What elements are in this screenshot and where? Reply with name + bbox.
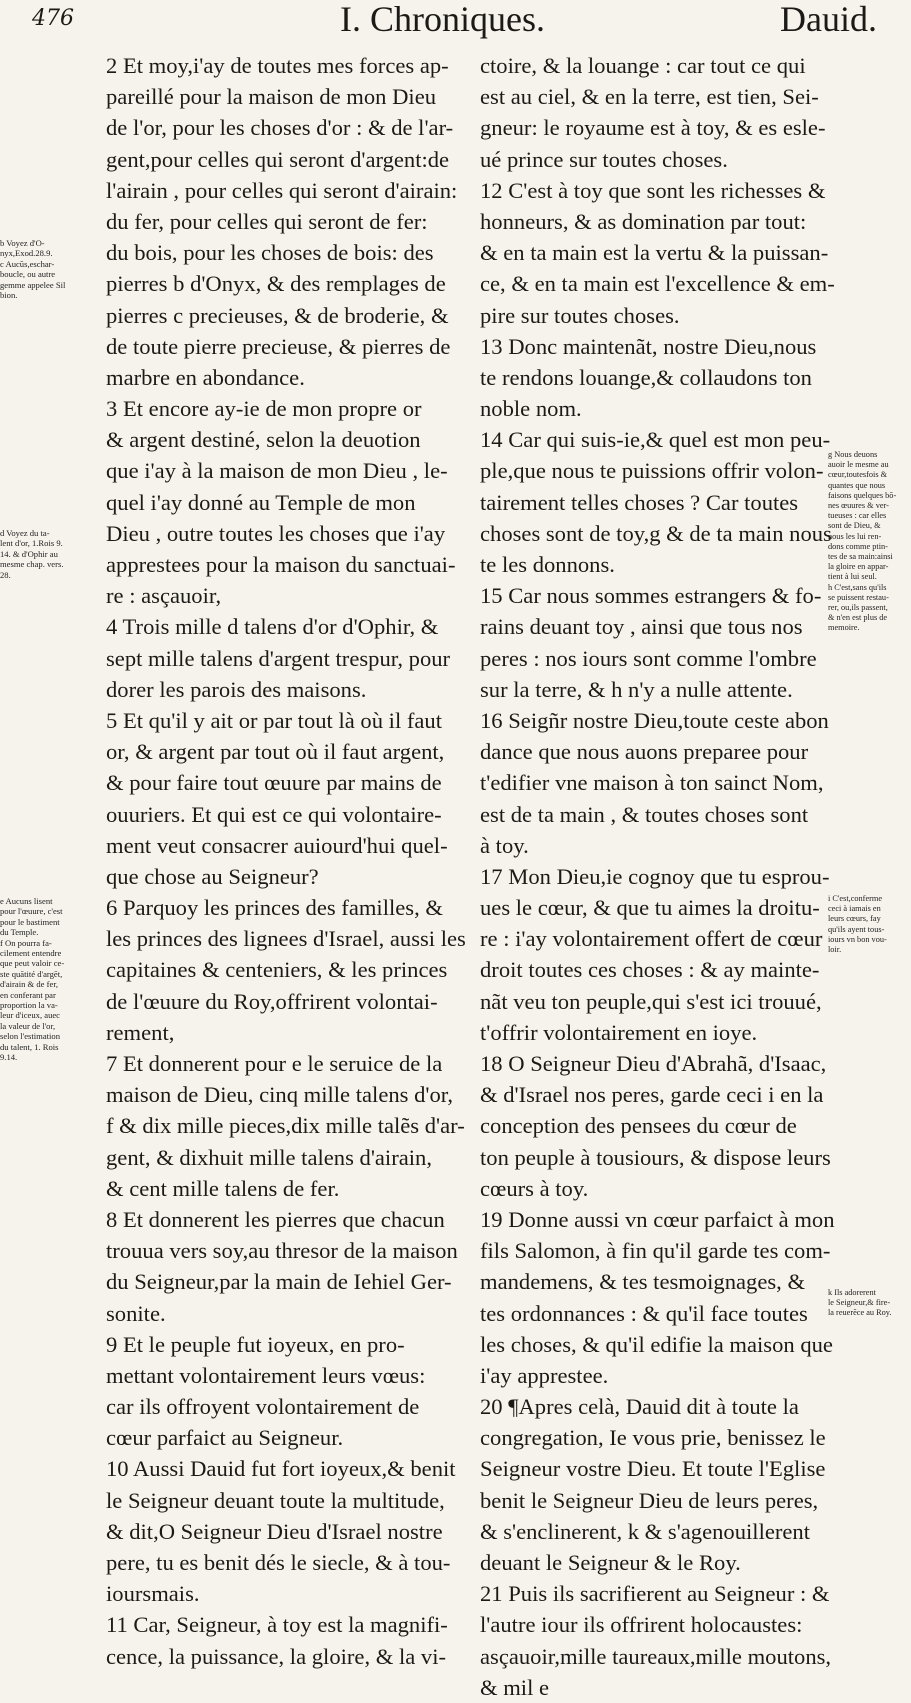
text-line: ioursmais. xyxy=(106,1581,200,1607)
margin-note-line: mesme chap. vers. xyxy=(0,559,64,570)
text-line: 2 Et moy,i'ay de toutes mes forces ap- xyxy=(106,53,449,78)
text-line: 16 Seigñr nostre Dieu,toute ceste abon xyxy=(480,707,829,733)
text-line: 18 O Seigneur Dieu d'Abrahã, d'Isaac, xyxy=(480,1051,827,1076)
margin-note-line: 9.14. xyxy=(0,1052,18,1063)
text-line: de l'or, pour les choses d'or : & de l'ar- xyxy=(106,115,454,141)
text-line: nãt veu ton peuple,qui s'est ici trouué, xyxy=(480,988,822,1014)
text-line: du fer, pour celles qui seront de fer: xyxy=(106,208,428,234)
text-line: pareillé pour la maison de mon Dieu xyxy=(106,84,437,110)
margin-note-line: e Aucuns lisent xyxy=(0,896,53,906)
text-line: 19 Donne aussi vn cœur parfaict à mon xyxy=(480,1206,835,1232)
margin-note-line: tes de sa main:ainsi xyxy=(828,552,893,562)
text-line: ué prince sur toutes choses. xyxy=(480,146,728,172)
text-line: & en ta main est la vertu & la puissan- xyxy=(480,240,829,266)
text-line: de toute pierre precieuse, & pierres de xyxy=(106,333,451,359)
text-line: du Seigneur,par la main de Iehiel Ger- xyxy=(106,1269,452,1295)
margin-note-line: cilement entendre xyxy=(0,948,62,959)
margin-note-line: cœur,toutesfois & xyxy=(828,470,888,480)
margin-note-line: d'airain & de fer, xyxy=(0,979,58,990)
margin-note-line: faisons quelques bō- xyxy=(828,490,897,500)
text-line: t'edifier vne maison à ton sainct Nom, xyxy=(480,770,824,796)
text-line: marbre en abondance. xyxy=(106,364,305,390)
text-line: dance que nous auons preparee pour xyxy=(480,739,809,765)
margin-note-line: ste quātité d'argēt, xyxy=(0,968,63,979)
text-line: les princes des lignees d'Israel, aussi les xyxy=(106,926,466,952)
text-line: 3 Et encore ay-ie de mon propre or xyxy=(106,396,422,422)
text-line: tairement telles choses ? Car toutes xyxy=(480,489,799,515)
text-line: apprestees pour la maison du sanctuai- xyxy=(106,552,456,577)
text-line: benit le Seigneur Dieu de leurs peres, xyxy=(480,1487,819,1513)
margin-note-line: pour l'œuure, c'est xyxy=(0,906,63,917)
text-line: les choses, & qu'il edifie la maison que xyxy=(480,1331,833,1357)
margin-note-line: rer, ou,ils passent, xyxy=(828,603,888,613)
text-line: or, & argent par tout où il faut argent, xyxy=(106,739,445,765)
margin-note-line: sont de Dieu, & xyxy=(828,521,881,531)
margin-note-line: d Voyez du ta- xyxy=(0,528,50,538)
text-line: pire sur toutes choses. xyxy=(480,302,680,328)
text-line: pere, tu es benit dés le siecle, & à tou- xyxy=(106,1550,451,1575)
text-line: 12 C'est à toy que sont les richesses & xyxy=(480,177,826,203)
text-line: droit toutes ces choses : & ay mainte- xyxy=(480,957,820,983)
margin-note-d xyxy=(0,528,96,580)
margin-note-line: la reuerẽce au Roy. xyxy=(828,1308,892,1318)
margin-note-line: le Seigneur,& fire- xyxy=(828,1298,891,1308)
margin-note-line: tueuses : car elles xyxy=(828,511,887,521)
text-line: trouua vers soy,au thresor de la maison xyxy=(106,1238,458,1264)
text-line: gent,pour celles qui seront d'argent:de xyxy=(106,146,450,172)
text-line: cœurs à toy. xyxy=(480,1175,589,1201)
margin-note-g-h xyxy=(828,450,910,634)
text-line: pierres c precieuses, & de broderie, & xyxy=(106,302,449,328)
text-line: deuant le Seigneur & le Roy. xyxy=(480,1550,741,1575)
text-line: 15 Car nous sommes estrangers & fo- xyxy=(480,583,822,609)
text-line: i'ay apprestee. xyxy=(480,1362,609,1388)
margin-note-line: c Aucũs,eschar- xyxy=(0,258,55,269)
margin-note-line: dons comme ptin- xyxy=(828,541,888,551)
text-line: Seigneur vostre Dieu. Et toute l'Eglise xyxy=(480,1456,826,1482)
margin-note-line: b Voyez d'O- xyxy=(0,238,45,248)
text-line: 13 Donc maintenãt, nostre Dieu,nous xyxy=(480,333,817,359)
text-line: rement, xyxy=(106,1019,175,1045)
text-line: l'airain , pour celles qui seront d'airain: xyxy=(106,177,458,203)
text-line: re : asçauoir, xyxy=(106,583,222,609)
text-line: de l'œuure du Roy,offrirent volontai- xyxy=(106,988,438,1014)
text-line: l'autre iour ils offrirent holocaustes: xyxy=(480,1612,803,1638)
text-line: fils Salomon, à fin qu'il garde tes com- xyxy=(480,1238,831,1264)
text-line: 20 ¶Apres celà, Dauid dit à toute la xyxy=(480,1394,799,1420)
text-line: cœur parfaict au Seigneur. xyxy=(106,1425,344,1451)
margin-note-line: 14. & d'Ophir au xyxy=(0,548,58,559)
text-line: sept mille talens d'argent trespur, pour xyxy=(106,645,451,671)
text-line: est au ciel, & en la terre, est tien, Sei- xyxy=(480,84,819,110)
text-line: 10 Aussi Dauid fut fort ioyeux,& benit xyxy=(106,1456,456,1482)
margin-note-line: la gloire en appar- xyxy=(828,562,889,572)
text-line: & cent mille talens de fer. xyxy=(106,1175,340,1201)
margin-note-line: & n'en est plus de xyxy=(828,613,888,623)
margin-note-line: proportion la va- xyxy=(0,1000,58,1011)
text-line: & d'Israel nos peres, garde ceci i en la xyxy=(480,1082,824,1108)
left-text-column xyxy=(106,50,466,1672)
text-line: 11 Car, Seigneur, à toy est la magnifi- xyxy=(106,1612,448,1638)
text-line: maison de Dieu, cinq mille talens d'or, xyxy=(106,1082,454,1108)
margin-note-line: que peut valoir ce- xyxy=(0,958,65,969)
margin-note-k xyxy=(828,1288,910,1319)
margin-note-line: pour le bastiment xyxy=(0,916,60,927)
text-line: & argent destiné, selon la deuotion xyxy=(106,427,421,453)
margin-note-i xyxy=(828,894,910,955)
text-line: 6 Parquoy les princes des familles, & xyxy=(106,895,443,921)
text-line: t'offrir volontairement en ioye. xyxy=(480,1019,758,1045)
margin-note-line: bion. xyxy=(0,290,18,301)
text-line: & s'enclinerent, k & s'agenouillerent xyxy=(480,1518,811,1544)
text-line: Dieu , outre toutes les choses que i'ay xyxy=(106,520,446,546)
margin-note-e-f xyxy=(0,896,96,1063)
text-line: pierres b d'Onyx, & des remplages de xyxy=(106,271,446,297)
margin-note-line: auoir le mesme au xyxy=(828,460,889,470)
margin-note-line: la valeur de l'or, xyxy=(0,1020,56,1031)
text-line: quel i'ay donné au Temple de mon xyxy=(106,489,416,515)
text-line: ctoire, & la louange : car tout ce qui xyxy=(480,53,806,78)
margin-note-line: ceci à iamais en xyxy=(828,904,881,914)
text-line: & pour faire tout œuure par mains de xyxy=(106,770,442,796)
text-line: 4 Trois mille d talens d'or d'Ophir, & xyxy=(106,614,439,640)
margin-note-line: nous les lui ren- xyxy=(828,531,882,541)
margin-note-line: memoire. xyxy=(828,623,860,633)
running-title: I. Chroniques. xyxy=(340,0,545,39)
text-line: 5 Et qu'il y ait or par tout là où il faut xyxy=(106,707,443,733)
text-line: rains deuant toy , ainsi que tous nos xyxy=(480,614,803,640)
margin-note-line: nyx,Exod.28.9. xyxy=(0,248,53,259)
text-line: cence, la puissance, la gloire, & la vi- xyxy=(106,1643,447,1669)
text-line: gneur: le royaume est à toy, & es esle- xyxy=(480,115,826,141)
text-line: tes ordonnances : & qu'il face toutes xyxy=(480,1300,808,1326)
text-line: que i'ay à la maison de mon Dieu , le- xyxy=(106,458,448,484)
text-line: & dit,O Seigneur Dieu d'Israel nostre xyxy=(106,1518,443,1544)
margin-note-line: loir. xyxy=(828,945,842,955)
margin-note-line: qu'ils ayent tous- xyxy=(828,924,885,934)
text-line: congregation, Ie vous prie, benissez le xyxy=(480,1425,826,1451)
text-line: à toy. xyxy=(480,832,529,858)
text-line: que chose au Seigneur? xyxy=(106,863,319,889)
margin-note-b-c xyxy=(0,238,96,300)
margin-note-line: k Ils adorerent xyxy=(828,1288,876,1297)
text-line: te rendons louange,& collaudons ton xyxy=(480,364,812,390)
margin-note-line: 28. xyxy=(0,569,11,580)
text-line: asçauoir,mille taureaux,mille moutons, xyxy=(480,1643,832,1669)
text-line: 9 Et le peuple fut ioyeux, en pro- xyxy=(106,1331,405,1357)
text-line: ouuriers. Et qui est ce qui volontaire- xyxy=(106,801,442,827)
text-line: mettant volontairement leurs vœus: xyxy=(106,1362,426,1388)
text-line: ce, & en ta main est l'excellence & em- xyxy=(480,271,835,297)
margin-note-line: leurs cœurs, fay xyxy=(828,914,881,924)
text-line: re : i'ay volontairement offert de cœur xyxy=(480,926,823,952)
text-line: le Seigneur deuant toute la multitude, xyxy=(106,1487,445,1513)
margin-note-line: du talent, 1. Rois xyxy=(0,1041,59,1052)
text-line: honneurs, & as domination par tout: xyxy=(480,208,807,234)
text-line: peres : nos iours sont comme l'ombre xyxy=(480,645,817,671)
text-line: car ils offroyent volontairement de xyxy=(106,1394,420,1420)
text-line: ues le cœur, & que tu aimes la droitu- xyxy=(480,895,820,921)
text-line: gent, & dixhuit mille talens d'airain, xyxy=(106,1144,432,1170)
margin-note-line: g Nous deuons xyxy=(828,450,878,459)
text-line: sonite. xyxy=(106,1300,166,1326)
margin-note-line: boucle, ou autre xyxy=(0,269,56,280)
text-line: te les donnons. xyxy=(480,552,615,577)
margin-note-line: gemme appelee Sil xyxy=(0,279,66,290)
margin-note-line: iours vn bon vou- xyxy=(828,934,887,944)
text-line: 7 Et donnerent pour e le seruice de la xyxy=(106,1051,443,1076)
page-number: 476 xyxy=(32,6,74,31)
text-line: noble nom. xyxy=(480,396,582,422)
running-header xyxy=(0,0,911,48)
text-line: 8 Et donnerent les pierres que chacun xyxy=(106,1206,445,1232)
margin-note-line: lent d'or, 1.Rois 9. xyxy=(0,538,63,549)
text-line: ton peuple à tousiours, & dispose leurs xyxy=(480,1144,831,1170)
margin-note-line: en conferant par xyxy=(0,989,56,1000)
text-line: est de ta main , & toutes choses sont xyxy=(480,801,809,827)
margin-note-line: du Temple. xyxy=(0,927,39,938)
text-line: ple,que nous te puissions offrir volon- xyxy=(480,458,824,484)
text-line: 14 Car qui suis-ie,& quel est mon peu- xyxy=(480,427,831,453)
margin-note-line: i C'est,conferme xyxy=(828,894,883,903)
margin-note-line: leur d'iceux, auec xyxy=(0,1010,61,1021)
margin-note-line: selon l'estimation xyxy=(0,1031,61,1042)
text-line: du bois, pour les choses de bois: des xyxy=(106,240,434,266)
text-line: sur la terre, & h n'y a nulle attente. xyxy=(480,676,793,702)
margin-note-line: se puissent restau- xyxy=(828,592,889,602)
text-line: & mil e xyxy=(480,1674,550,1700)
margin-note-line: tient à lui seul. xyxy=(828,572,877,582)
margin-note-line: quantes que nous xyxy=(828,480,886,490)
text-line: mandemens, & tes tesmoignages, & xyxy=(480,1269,806,1295)
text-line: capitaines & centeniers, & les princes xyxy=(106,957,448,983)
text-line: ment veut consacrer auiourd'hui quel- xyxy=(106,832,448,858)
text-line: conception des pensees du cœur de xyxy=(480,1113,797,1139)
running-right-title: Dauid. xyxy=(780,0,877,39)
margin-note-line: h C'est,sans qu'ils xyxy=(828,582,887,592)
margin-note-line: nes œuures & ver- xyxy=(828,501,889,511)
text-line: dorer les parois des maisons. xyxy=(106,676,367,702)
text-line: choses sont de toy,g & de ta main nous xyxy=(480,520,832,546)
text-line: f & dix mille pieces,dix mille talẽs d'ar- xyxy=(106,1113,465,1139)
margin-note-line: f On pourra fa- xyxy=(0,937,52,948)
text-line: 21 Puis ils sacrifierent au Seigneur : & xyxy=(480,1581,830,1607)
text-line: 17 Mon Dieu,ie cognoy que tu esprou- xyxy=(480,863,830,889)
